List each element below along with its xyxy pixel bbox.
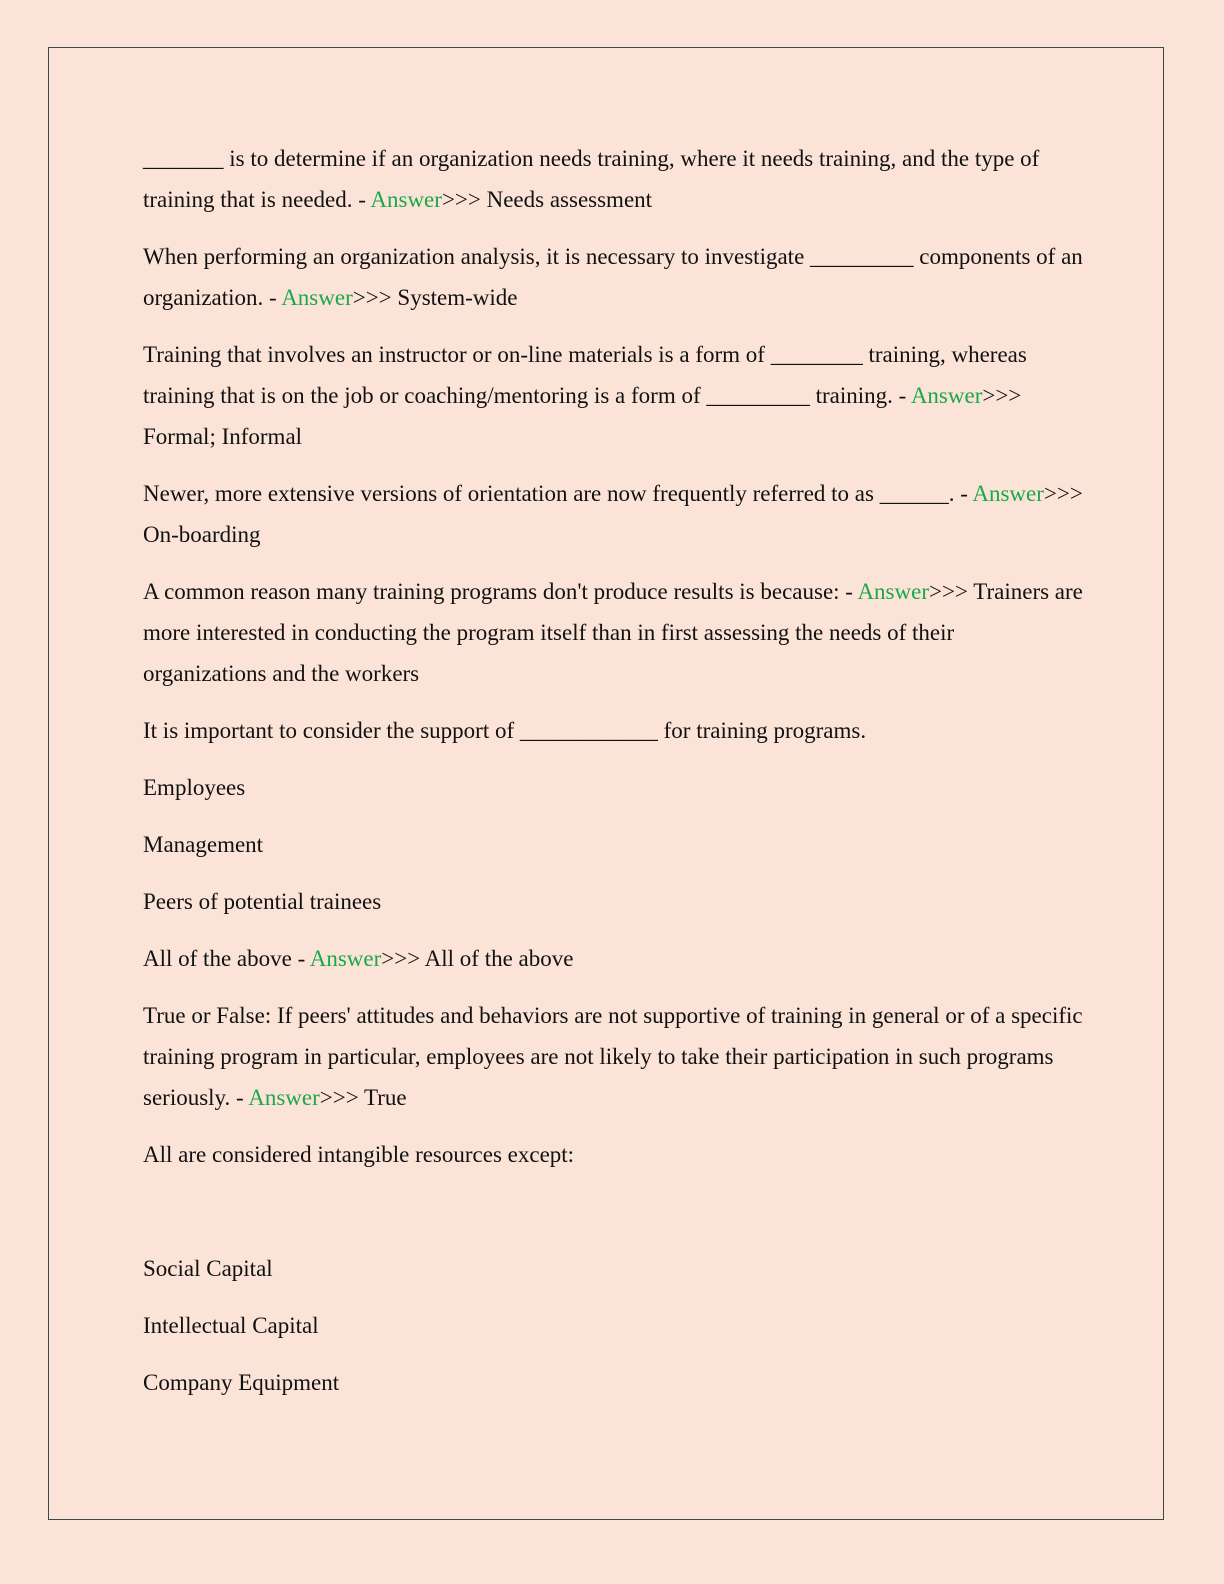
qa-item: [143, 334, 1083, 457]
answer-label: Answer: [309, 946, 382, 971]
question-text: When performing an organization analysis, it is necessary to investigate _________ components of an organization. -: [143, 244, 1083, 310]
qa-item: [143, 138, 1083, 220]
question-text: All are considered intangible resources except:: [143, 1142, 575, 1167]
answer-label: Answer: [248, 1085, 320, 1110]
answer-label: Answer: [370, 187, 442, 212]
option-text: Intellectual Capital: [143, 1313, 319, 1338]
question-text: A common reason many training programs don't produce results is because: -: [143, 579, 858, 604]
blank-line: [143, 1191, 1083, 1232]
question-text: It is important to consider the support of ____________ for training programs.: [143, 718, 867, 743]
document-body: [143, 138, 1083, 1419]
option-text: Peers of potential trainees: [143, 889, 382, 914]
answer-text: >>> On-boarding: [143, 481, 1083, 547]
option-text: Employees: [143, 775, 246, 800]
answer-label: Answer: [281, 285, 353, 310]
answer-text: >>> All of the above: [381, 946, 574, 971]
answer-text: >>> Formal; Informal: [143, 383, 1022, 449]
qa-item: [143, 571, 1083, 694]
answer-label: Answer: [910, 383, 983, 408]
question-text: True or False: If peers' attitudes and behaviors are not supportive of training in general or of a specific training program in particular, employees are not likely to take their participation in such programs seriously. -: [143, 1003, 1083, 1110]
answer-text: >>> Needs assessment: [441, 187, 653, 212]
question-text: Training that involves an instructor or on-line materials is a form of ________ training, whereas training that is on the job or coaching/mentoring is a form of _________ training. -: [143, 342, 1027, 408]
question-text: Newer, more extensive versions of orientation are now frequently referred to as ______. -: [143, 481, 973, 506]
answer-label: Answer: [972, 481, 1044, 506]
answer-text: >>> System-wide: [352, 285, 518, 310]
qa-item: [143, 995, 1083, 1118]
answer-text: >>> Trainers are more interested in conducting the program itself than in first assessing the needs of their organizations and the workers: [143, 579, 1083, 686]
option-text: Social Capital: [143, 1256, 273, 1281]
option-text: All of the above -: [143, 946, 310, 971]
option-text: Company Equipment: [143, 1370, 340, 1395]
option-text: Management: [143, 832, 264, 857]
qa-item: [143, 236, 1083, 318]
question-text: _______ is to determine if an organization needs training, where it needs training, and the type of training that is needed. -: [143, 146, 1040, 212]
qa-item: [143, 938, 1083, 979]
answer-text: >>> True: [319, 1085, 407, 1110]
answer-label: Answer: [857, 579, 929, 604]
qa-item: [143, 473, 1083, 555]
